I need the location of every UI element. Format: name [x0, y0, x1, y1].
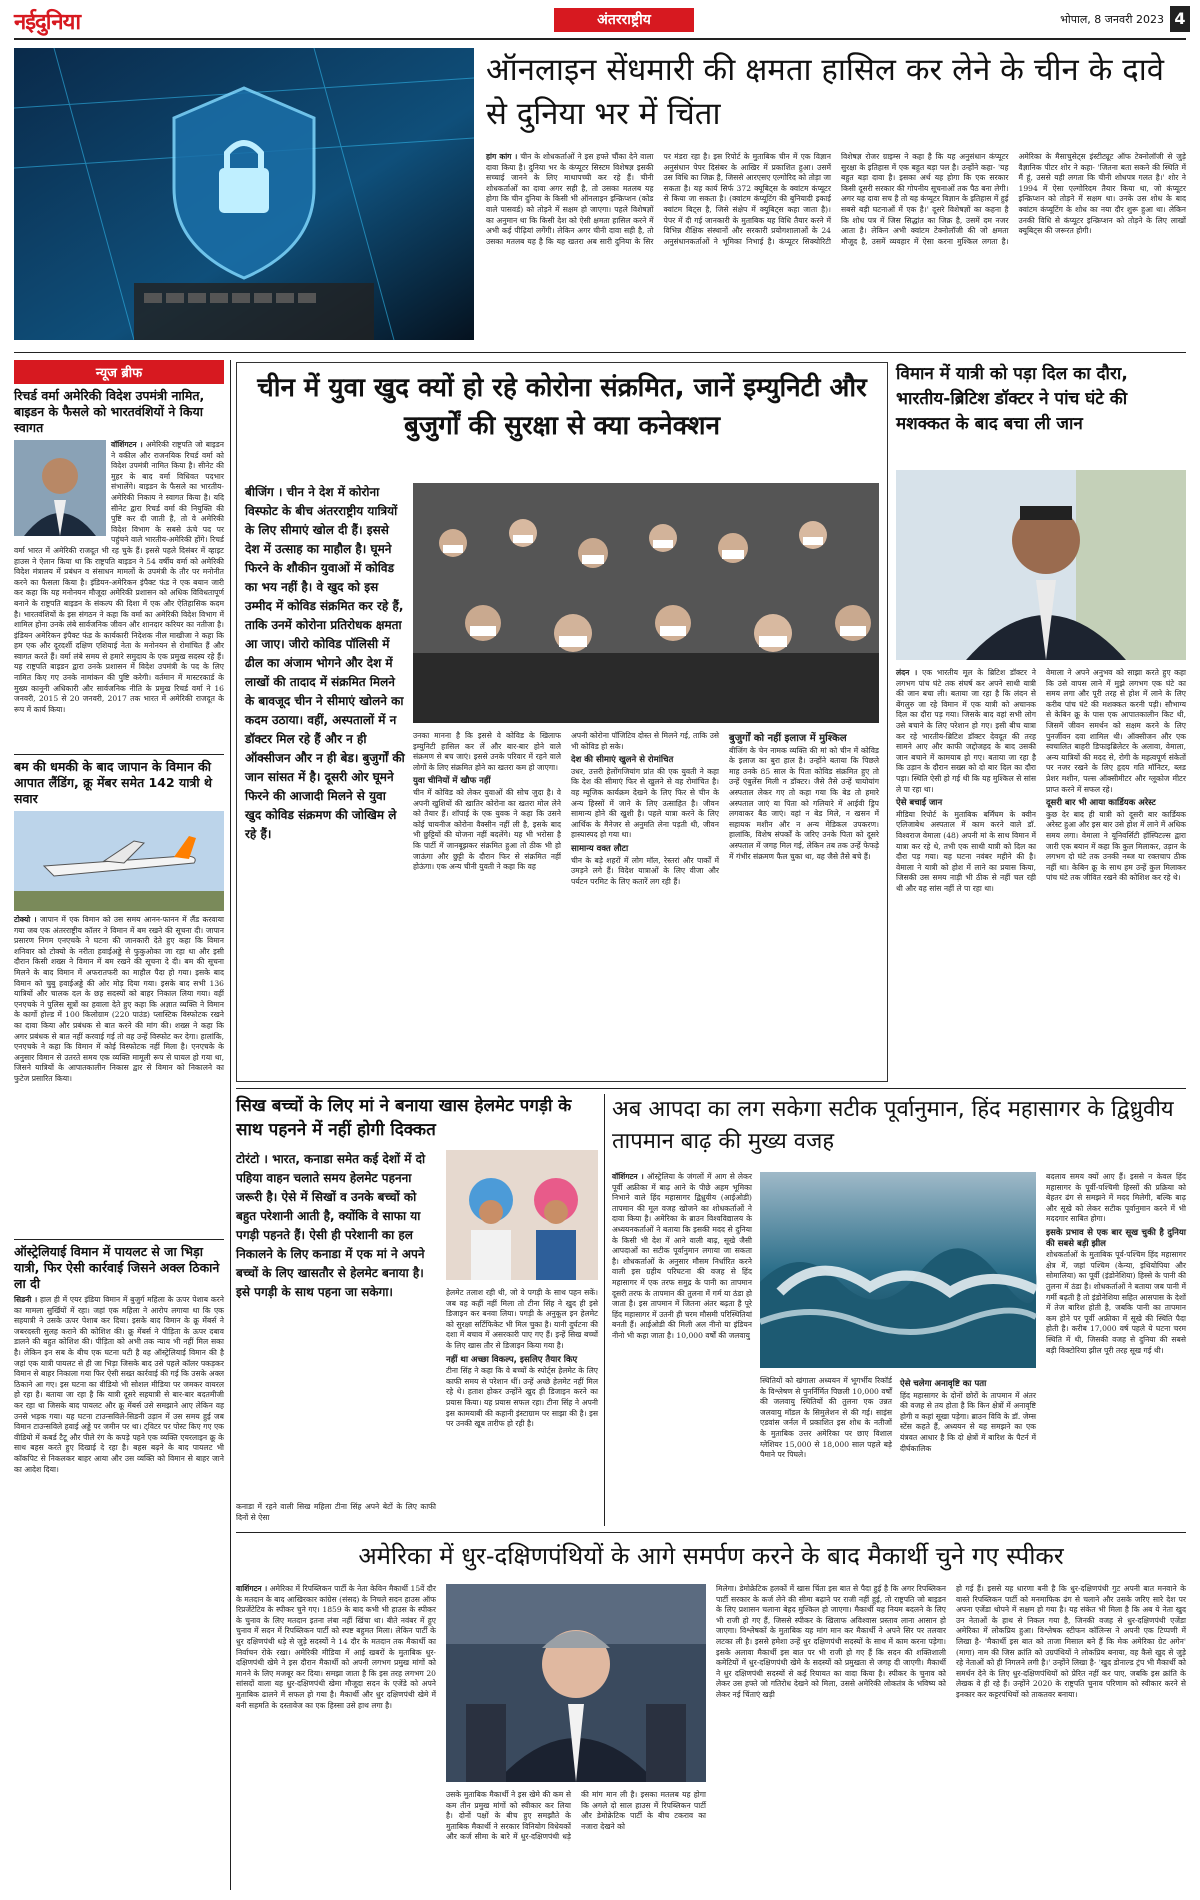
- page-number: 4: [1170, 6, 1190, 32]
- brief-divider-1: [14, 754, 224, 755]
- story3-col2-text: वेमाला ने अपने अनुभव को साझा करते हुए कहा कि उसे वापस लाने में मुझे लगभग एक घंटे का समय लगा और पूरी तरह से होश में लाने के लिए करीब पांच घंटे की मशक्कत करनी पड़ी। सौभाग्य से केबिन क्रू के पास एक आपातकालीन किट थी, जिसमें जीवन समर्थन को सक्षम करने के लिए पुनर्जीवन दवा शामिल थी। ऑक्सीजन और एक स्वचालित बाहरी डिफाइब्रिलेटर के अलावा, वेमाला, अन्य यात्रियों की मदद से, रोगी के महत्वपूर्ण संकेतों पर नजर रखने के लिए हृदय गति मॉनिटर, ब्लड प्रेशर मशीन, पल्स ऑक्सीमीटर और ग्लूकोज मीटर प्राप्त करने में सफल रहे।: [1046, 668, 1186, 794]
- story1-headline: ऑनलाइन सेंधमारी की क्षमता हासिल कर लेने के चीन के दावे से दुनिया भर में चिंता: [486, 52, 1164, 132]
- brief3-text: हाल ही में एयर इंडिया विमान में बुजुर्ग महिला के ऊपर पेशाब करने का मामला सुर्खियों में रहा। जहां एक महिला ने आरोप लगाया था कि एक सहयात्री ने उसके ऊपर पेशाब कर दिया। इसके बाद विमान के क्रू मेंबर्स ने जबरदस्ती सुलह कराने की कोशिश की। क्रू मेंबर्स ने पीड़िता के ऊपर दबाव डालने की बहुत कोशिश की। पीड़िता को अभी तक न्याय भी नहीं मिल सका है। लेकिन इन सब के बीच एक घटना घटी है वह ऑस्ट्रेलियाई विमान की है जहां एक यात्री पायलट से ही जा भिड़ा जिसके बाद उसे पहले कॉलर पकड़कर विमान से बाहर निकाला गया फिर ऐसी सख्त कार्रवाई की गई कि उसके अक्ल ठिकाने आ गए। इस घटना का वीडियो भी सोशल मीडिया पर जमकर वायरल हो रहा है। बताया जा रहा है कि यात्री दूसरे सहयात्री से बार-बार बदतमीजी कर रहा था जिसके बाद पायलट और क्रू मेंबर्स उसे समझाने आए लेकिन वह उनसे भड़क गया। यह घटना टाउन्सविले-सिडनी उड़ान में उस समय हुई जब विमान टाउन्सविले हवाई अड्डे पर जमीन पर था। ट्विटर पर पोस्ट किए गए एक वीडियो में कबर्ड टैटू और पीले रंग के कपड़े पहने एक व्यक्ति एयरलाइन क्रू के साथ बहस करते हुए दिखाई दे रहा है। बहस बढ़ने के बाद पायलट भी कॉकपिट से निकलकर बाहर आया और उस व्यक्ति को विमान से बाहर जाने का आदेश दिया।: [14, 1295, 224, 1474]
- divider-1: [14, 352, 1186, 353]
- brief3-body: [14, 1295, 224, 1715]
- story1-body: [486, 152, 1186, 340]
- masked-crowd-photo: [413, 483, 879, 723]
- story4-blurb: [236, 1150, 436, 1500]
- story2-blurb: [245, 483, 405, 1073]
- edition-date: भोपाल, 8 जनवरी 2023: [1060, 13, 1164, 26]
- story5-col4-subhead: इसके प्रभाव से एक बार सूख चुकी है दुनिया की सबसे बड़ी झील: [1046, 1227, 1186, 1249]
- story2-col3-text: बीजिंग के चेन नामक व्यक्ति की मां को चीन में कोविड के इलाज का बुरा हाल है। उन्होंने बताया कि पिछले माह उनके 85 साल के पिता कोविड संक्रमित हुए तो उन्हें एंबुलेंस मिली न डॉक्टर। जैसे तैसे उन्हें चायोयांग अस्पताल लेकर गए तो कहा गया कि बेड तो हमारे अस्पताल जाएं या पिता को गलियारे में आईवी ड्रिप लगवाकर बैठ जाएं। वहां न बेड मिले, न खसन में सहायक मशीन और न अन्य मेडिकल उपकरण। हालांकि, विशेष संपर्कों के जरिए उनके पिता को दूसरे अस्पताल में जगह मिल गई, लेकिन तब तक उन्हें फेफड़े में गंभीर संक्रमण फैल चुका था, वह जैसे तैसे बचे हैं।: [729, 745, 879, 861]
- story3-col1-text2: मीडिया रिपोर्ट के मुताबिक बर्मिंघम के क्वीन एलिजाबेथ अस्पताल में काम करने वाले डॉ. विश्वराज वेमाला (48) अपनी मां के साथ विमान में यात्रा कर रहे थे, तभी एक साथी यात्री को दिल का दौरा पड़ गया। यह घटना नवंबर महीने की है। वेमाला ने यात्री को होश में लाने का प्रयास किया, जिसकी उस समय नाड़ी भी ठीक से नहीं चल रही थी और वह सांस नहीं ले पा रहा था।: [896, 809, 1036, 893]
- brief2-headline: बम की धमकी के बाद जापान के विमान की आपात लैंडिंग, क्रू मेंबर समेत 142 यात्री थे सवार: [14, 759, 212, 806]
- story1-dateline: हांग कांग ।: [486, 152, 518, 161]
- news-brief-column: [14, 360, 224, 1890]
- divider-vertical-2: [604, 1094, 605, 1526]
- brief-divider-2: [14, 1239, 224, 1240]
- mccarthy-photo: [446, 1584, 706, 1782]
- story3-col2-subhead: दूसरी बार भी आया कार्डियक अरेस्ट: [1046, 798, 1156, 809]
- story4-blurb-text: भारत, कनाडा समेत कई देशों में दो पहिया वाहन चलाते समय हेलमेट पहनना जरूरी है। ऐसे में सिखों व उनके बच्चों को बहुत परेशानी आती है, क्योंकि वे साफा या पगड़ी पहनते हैं। ऐसी ही परेशानी का हल निकालने के लिए कनाडा में एक मां ने अपने बच्चों के लिए खासतौर से हेलमेट बनाया है। इसे पगड़ी के साथ पहना जा सकेगा।: [236, 1152, 426, 1299]
- divider-3: [236, 1532, 1186, 1533]
- story5-col3-subhead: ऐसे चलेगा अनावृष्टि का पता: [900, 1379, 987, 1389]
- story1-text: चीन के शोधकर्ताओं ने इस हफ्ते चौंका देने वाला दावा किया है। दुनिया भर के कंप्यूटर सिस्टम विशेषज्ञ इसकी सच्चाई जानने के लिए माथापच्ची कर रहे हैं। चीनी शोधकर्ताओं का दावा अगर सही है, तो उसका मतलब यह होगा कि चीन दुनिया के किसी भी ऑनलाइन इन्क्रिप्शन (कोड वाले पासवर्ड) को तोड़ने में सक्षम हो जाएगा। पहले विशेषज्ञों का अनुमान था कि किसी देश को ऐसी क्षमता हासिल करने में अभी कई पीढ़ियां लगेंगी। लेकिन अगर चीनी दावा सही है, तो उसका मतलब यह है कि यह खतरा अब सारी दुनिया के सिर पर मंडरा रहा है। इस रिपोर्ट के मुताबिक चीन में एक विज्ञान अनुसंधान पेपर दिसंबर के आखिर में प्रकाशित हुआ। उसमें उस विधि का जिक्र है, जिससे आरएसए एल्गोरिद को तोड़ा जा सकता है। यह कार्य सिर्फ 372 क्यूबिट्स के क्वांटम कंप्यूटर से किया जा सकता है। (क्वांटम कंप्यूटिंग की बुनियादी इकाई क्वांटम बिट्स है, जिसे संक्षेप में क्यूबिट्स कहा जाता है)। पेपर में दी गई जानकारी के मुताबिक यह विधि तैयार करने में विभिन्न शैक्षिक संस्थानों और सरकारी प्रयोगशालाओं के 24 अनुसंधानकर्ताओं ने भूमिका निभाई है। कंप्यूटर सिक्योरिटी विशेषज्ञ रोजर ग्राइम्स ने कहा है कि यह अनुसंधान कंप्यूटर सुरक्षा के इतिहास में एक बहुत बड़ा पल है। उन्होंने कहा- 'यह बहुत बड़ा दावा है। इसका अर्थ यह होगा कि एक सरकार किसी दूसरी सरकार की गोपनीय सूचनाओं तक पैठ बना लेगी। अगर यह दावा सच है तो यह कंप्यूटर विज्ञान के इतिहास में हुई सबसे बड़ी घटनाओं में एक है।' दूसरे विशेषज्ञों का कहना है कि शोध पत्र में जिस सिद्धांत का जिक्र है, उसमें दम नजर आता है। लेकिन अभी क्वांटम टेक्नोलॉजी की जो क्षमता मौजूद है, उसमें व्यवहार में ऐसा करना मुश्किल लगता है। अमेरिका के मैसाचुसेट्स इंस्टीट्यूट ऑफ टेक्नोलॉजी से जुड़े वैज्ञानिक पीटर शोर ने कहा- 'जितना बता सकने की स्थिति में मैं हूं, उससे यही लगता कि चीनी शोधपत्र गलत है।' शोर ने 1994 में ऐसा एल्गोरिदम तैयार किया था, जो कंप्यूटर इन्क्रिप्शन को तोड़ने में सक्षम था। उनके उस शोध के बाद क्वांटम कंप्यूटिंग के शोध का नया दौर शुरू हुआ था। लेकिन उनकी विधि से कंप्यूटर इन्क्रिप्शन को तोड़ने के लिए लाखों क्यूबिट्स की जरूरत होगी।: [486, 152, 1186, 246]
- story2-col1: [413, 731, 561, 1071]
- story5-col1: [612, 1172, 752, 1526]
- story6-col3: मिलेगा। डेमोक्रेटिक हलकों में खास चिंता इस बात से पैदा हुई है कि अगर रिपब्लिकन पार्टी सरकार के कर्ज लेने की सीमा बढ़ाने पर राजी नहीं हुई, तो राष्ट्रपति जो बाइडन के लिए प्रशासन चलाना बेहद मुश्किल हो जाएगा। मैकार्थी यह नियम बदलने के लिए भी राजी हो गए हैं, जिससे स्पीकर के खिलाफ अविश्वास प्रस्ताव लाना आसान हो जाएगा। विश्लेषकों के मुताबिक यह मांग मान कर मैकार्थी ने अपने सिर पर तलवार लटका ली है। इससे हमेशा उन्हें धुर दक्षिणपंथी सदस्यों के साथ में काम करना पड़ेगा। इसके अलावा मैकार्थी इस बात पर भी राजी हो गए हैं कि सदन की शक्तिशाली कमेटियों में धुर-दक्षिणपंथी खेमे के सदस्यों को प्रमुखता से जगह दी जाएगी। मैकार्थी ने धुर दक्षिणपंथी सदस्यों से कई रियायत का वादा किया है। स्पीकर के चुनाव को लेकर उस हफ्ते जो गतिरोध देखने को मिला, उससे अमेरिकी लोकतंत्र के भविष्य को लेकर नई चिंताएं खड़ी: [716, 1584, 946, 1699]
- story3-dateline: लंदन ।: [896, 668, 918, 677]
- story5-col3: [900, 1376, 1036, 1526]
- story4-col-text2: टीना सिंह ने कहा कि वे बच्चों के स्पोर्ट्स हेलमेट के लिए काफी समय से परेशान थीं। उन्हें अच्छे हेलमेट नहीं मिल रहे थे। हताश होकर उन्होंने खुद ही डिजाइन करने का प्रयास किया। यह प्रयास सफल रहा। टीना सिंह ने अपनी इस कामयाबी की कहानी इंस्टाग्राम पर साझा की है। इस पर उनकी खूब तारीफ हो रही है।: [446, 1366, 598, 1429]
- story4-headline: सिख बच्चों के लिए मां ने बनाया खास हेलमेट पगड़ी के साथ पहनने में नहीं होगी दिक्कत: [236, 1096, 572, 1140]
- ocean-waves-photo: [760, 1172, 1036, 1368]
- story3-col1-subhead: ऐसे बचाई जान: [896, 798, 943, 809]
- story2-col2-subhead: देश की सीमाएं खुलने से रोमांचित: [571, 755, 674, 766]
- story6-col4: हो गई हैं। इससे यह धारणा बनी है कि धुर-दक्षिणपंथी गुट अपनी बात मनवाने के वास्ते रिपब्लिकन पार्टी को मनमाफिक ढंग से चलाने और उसके जरिए सारे देश पर अपना एजेंडा थोपने में सक्षम हो गया है। यह संकेत भी मिला है कि अब ये नेता खुद उन नेताओं के हाथ से निकल गया है, जिनकी वजह से धुर-दक्षिणपंथी एजेंडा अमेरिका में लोकप्रिय हुआ। विश्लेषक स्टीफन कॉलिन्स ने अपनी एक टिप्पणी में लिखा है- 'मैकार्थी इस बात को ताजा मिसाल बने हैं कि मेक अमेरिका ग्रेट अगेन' (मागा) नाम की जिस क्रांति को उग्रपंथियों ने लोकप्रिय बनाया, वह कैसे खुद से जुड़े रहे नेताओं को ही निगलने लगी है।' उन्होंने लिखा है- 'खुद डोनाल्ड ट्रंप भी मैकार्थी को समर्थन देने के लिए धुर-दक्षिणपंथियों को प्रेरित नहीं कर पाए, जबकि इस क्रांति के लेखक वे ही रहे हैं। उन्होंने 2020 के राष्ट्रपति चुनाव परिणाम को स्वीकार करने से इनकार कर कट्टरपंथियों को ताकतवर बनाया।: [956, 1584, 1186, 1699]
- story2-col2-text: अपनी कोरोना पॉजिटिव दोस्त से मिलने गई, ताकि उसे भी कोविड हो सके।: [571, 731, 719, 751]
- story2-dateline: बीजिंग ।: [245, 485, 283, 499]
- story2-col2-text2: उधर, उत्तरी हेलोंगजियांग प्रांत की एक युवती ने कहा कि देश की सीमाएं फिर से खुलने से वह रोमांचित है। वह म्यूजिक कार्यक्रम देखने के लिए फिर से चीन के अन्य हिस्सों में जाने के लिए उत्साहित है। जीवन सामान्य होने की खुशी है। पहले यात्रा करने के लिए आर्थिक के मैनेजर से अनुमति लेना पड़ती थी, जीवन हास्यास्पद हो गया था।: [571, 766, 719, 840]
- doctor-photo: [896, 470, 1186, 660]
- cyber-lock-photo: [14, 48, 474, 340]
- story2-col3-subhead: बुजुर्गों को नहीं इलाज में मुश्किल: [729, 733, 847, 744]
- story6-headline: अमेरिका में धुर-दक्षिणपंथियों के आगे समर्पण करने के बाद मैकार्थी चुने गए स्पीकर: [358, 1542, 1064, 1570]
- story2-col2: [571, 731, 719, 1071]
- story5-col3-text: हिंद महासागर के दोनों छोरों के तापमान में अंतर की वजह से तय होता है कि किन क्षेत्रों में अनावृष्टि होगी व कहां सूखा पड़ेगा। ब्राउन विवि के डॉ. जेम्स स्टेंस कहते हैं, अध्ययन से यह समझने का एक यंत्रवत आधार है कि दो क्षेत्रों में बारिश के पैटर्न में दीर्घकालिक: [900, 1390, 1036, 1453]
- story3-col1-text: एक भारतीय मूल के ब्रिटिश डॉक्टर ने लगभग पांच घंटे तक संघर्ष कर अपने साथी यात्री की जान बचा ली। बताया जा रहा है कि लंदन से बेंगलुरु जा रहे विमान में एक यात्री को अचानक दिल का दौरा पड़ गया। जिसके बाद वहां सभी लोग उसे बचाने के लिए परेशान हो गए। इसी बीच यात्रा कर रहे भारतीय-ब्रिटिश डॉक्टर देवदूत की तरह सामने आए और काफी जद्दोजहद के बाद उसकी जान बचाने में कामयाब हो गए। बताया जा रहा है कि उड़ान के दौरान सख्स को दो बार दिल का दौरा पड़ा। स्थिति ऐसी हो गई थी कि यह मुश्किल से सांस ले पा रहा था।: [896, 668, 1036, 794]
- story5-headline: अब आपदा का लग सकेगा सटीक पूर्वानुमान, हिंद महासागर के द्विध्रुवीय तापमान बाढ़ की मुख्य वजह: [612, 1097, 1174, 1154]
- story5-col4-text2: शोधकर्ताओं के मुताबिक पूर्व-पश्चिम हिंद महासागर क्षेत्र में, जहां पश्चिम (केन्या, इथियोपिया और सोमालिया) का पूर्वी (इंडोनेशिया) हिस्से के पानी की तुलना में ठंडा है। शोधकर्ताओं ने बताया जब पानी में गर्मी बढ़ती है तो इंडोनेशिया सहित आसपास के देशों में तेज बारिश होती है, जबकि पानी का तापमान कम होने पर पूर्वी अफ्रीका में सूखे की स्थिति पैदा होती है। करीब 17,000 वर्ष पहले ये घटना चरम स्थिति में थी, जिसकी वजह से दुनिया की सबसे बड़ी विक्टोरिया झील पूरी तरह सूख गई थी।: [1046, 1250, 1186, 1355]
- story6-col1: [236, 1584, 436, 1890]
- brief2-text: जापान में एक विमान को उस समय आनन-फानन में लैंड करवाया गया जब एक अंतरराष्ट्रीय कॉलर ने विमान में बम रखने की सूचना दी। जापान प्रसारण निगम एनएचके ने घटना की जानकारी देते हुए कहा कि विमान शनिवार को टोक्यो के नरीता हवाईअड्डे से फुकुओका जा रहा था और इसी दौरान किसी शख्स ने विमान में बम रखने की सूचना दे दी। बम की सूचना मिलने के बाद विमान में अफरातफरी का माहौल पैदा हो गया। इसके बाद विमान को चुबु हवाईअड्डे की ओर मोड़ दिया गया। इसके बाद सभी 136 यात्रियों और चालक दल के छह सदस्यों को बाहर निकाल लिया गया। वहीं एनएचके ने पुलिस सूत्रों का हवाला देते हुए कहा कि अज्ञात व्यक्ति ने विमान के कार्गो होल्ड में 100 किलोग्राम (220 पाउंड) प्लास्टिक विस्फोटक रखने का दावा किया और प्रबंधक से बात करने की मांग की। शख्स ने कहा कि अगर प्रबंधक से बात नहीं करवाई गई तो वह उन्हें विस्फोट कर देगा। हालांकि, एनएचके ने कहा कि विमान में कोई विस्फोटक नहीं मिला है। एनएचके के अनुसार विमान से उतरते समय एक व्यक्ति मामूली रूप से घायल हो गया था, जिसने यात्रियों के आपातकालीन निकास द्वार से विमान को निकालने का फुटेज प्रसारित किया।: [14, 915, 224, 1083]
- story5-col4: [1046, 1172, 1186, 1526]
- story2-col2-text3: चीन के बड़े शहरों में लोग मॉल, रेस्तरां और पार्कों में उमड़ने लगे हैं। विदेश यात्राओं के लिए वीजा और पर्यटन परमिट के लिए कतारें लग रही हैं।: [571, 855, 719, 886]
- header-divider: [14, 38, 1186, 40]
- divider-brief-vertical: [230, 360, 231, 1890]
- masthead: [14, 6, 1186, 36]
- story4-col-subhead: नहीं था अच्छा विकल्प, इसलिए तैयार किए: [446, 1354, 578, 1365]
- story3-col2-text2: कुछ देर बाद ही यात्री को दूसरी बार कार्डियक अरेस्ट हुआ और इस बार उसे होश में लाने में अधिक समय लगा। वेमाला ने यूनिवर्सिटी हॉस्पिटल्स द्वारा जारी एक बयान में कहा कि कुल मिलाकर, उड़ान के लगभग दो घंटे तक उनकी नब्ज या रक्तचाप ठीक नहीं था। केबिन क्रू के साथ हम उन्हें कुल मिलाकर पांच घंटे तक जीवित रखने की कोशिश कर रहे थे।: [1046, 809, 1186, 883]
- story2-headline: चीन में युवा खुद क्यों हो रहे कोरोना संक्रमित, जानें इम्युनिटी और बुजुर्गों की सुरक्षा से क्या कनेक्शन: [257, 373, 867, 441]
- section-label: अंतरराष्ट्रीय: [554, 8, 694, 32]
- story5-dateline: वॉशिंगटन ।: [612, 1172, 644, 1181]
- story4-small-text: कनाडा में रहने वाली सिख महिला टीना सिंह अपने बेटों के लिए काफी दिनों से ऐसा: [236, 1502, 436, 1522]
- story2-box: [236, 362, 888, 1082]
- story4-col-text: हेलमेट तलाश रही थी, जो वे पगड़ी के साथ पहन सकें। जब वह कहीं नहीं मिला तो टीना सिंह ने खुद ही इसे डिजाइन कर बनवा लिया। पगड़ी के अनुकूल इन हेलमेट को सुरक्षा सर्टिफिकेट भी मिल चुका है। यानी दुर्घटना की दशा में बचाव में असरकारी पाए गए हैं। इन्हें सिख बच्चों के लिए खास तौर से डिजाइन किया गया है।: [446, 1288, 598, 1350]
- story6-col1-text: अमेरिका में रिपब्लिकन पार्टी के नेता केविन मैकार्थी 15वें दौर के मतदान के बाद आखिरकार कांग्रेस (संसद) के निचले सदन हाउस ऑफ रिप्रजेंटेटिव के स्पीकर चुने गए। 1859 के बाद कभी भी हाउस के स्पीकर के चुनाव के लिए मतदान इतना लंबा नहीं खिंचा था। बीते नवंबर में हुए चुनाव में सदन में रिपब्लिकन पार्टी को स्पष्ट बहुमत मिला। लेकिन पार्टी के धुर दक्षिणपंथी धड़े से जुड़े सदस्यों ने 14 दौर के मतदान तक मैकार्थी का निर्वाचन रोके रखा। अमेरिकी मीडिया में आई खबरों के मुताबिक धुर-दक्षिणपंथी खेमे ने इस दौरान मैकार्थी को अपनी लगभग प्रमुख मांगों को मानने के लिए मजबूर कर दिया। समझा जाता है कि इस तरह लगभग 20 सांसदों वाला यह धुर-दक्षिणपंथी खेमा मौजूदा सदन के एजेंडे को अपने मुताबिक ढालने में सफल हो गया है। मैकार्थी और धुर दक्षिणपंथी खेमे में बनी सहमति के दस्तावेज का एक हिस्सा उसे हाथ लगा है।: [236, 1584, 436, 1710]
- divider-2: [236, 1088, 1186, 1089]
- story5-col1-text: ऑस्ट्रेलिया के जंगलों में आग से लेकर पूर्वी अफ्रीका में बाढ़ आने के पीछे अहम भूमिका निभाने वाले हिंद महासागर द्विध्रुवीय (आईओडी) तापमान की मूल वजह खोजने का शोधकर्ताओं ने दावा किया है। अमेरिका के ब्राउन विश्वविद्यालय के अध्ययनकर्ताओं ने बताया कि इसकी मदद से दुनिया के किसी भी देश में आने वाली बाढ़, सूखे जैसी आपदाओं का सटीक पूर्वानुमान लगाया जा सकता है। शोधकर्ताओं के अनुसार मौसम निर्धारित करने वाली इस ग्रहीय परिघटना की वजह से हिंद महासागर में एक तरफ समुद्र के पानी का तापमान दूसरी तरफ के तापमान की तुलना में गर्म या ठंडा हो जाता है। इस तापमान में जितना अंतर बढ़ता है पूरे हिंद महासागर में उतनी ही चरम मौसमी परिस्थितियां बनती हैं। आईओडी की मिली अल नीनो या इंडियन नीनो भी कहा जाता है। 10,000 वर्षों की जलवायु: [612, 1172, 752, 1340]
- richard-verma-photo: [14, 440, 106, 536]
- story2-col1-text2: चीन में कोविड को लेकर युवाओं की सोच जुदा है। वे अपनी खुशियों की खातिर कोरोना का खतरा मोल लेने को तैयार हैं। शॉपाई के एक युवक ने कहा कि उसने कोई चायनीज कोरोना वैक्सीन नहीं ली है, इसके बाद भी छुट्टियों की योजना नहीं बदलेंगे। यह भी भरोसा है कि पार्टी में जानबूझकर संक्रमित हुआ तो ठीक भी हो जाऊंगा और छुट्टी के दौरान फिर से संक्रमित नहीं होऊंगा। एक अन्य चीनी युवती ने कहा कि वह: [413, 787, 561, 872]
- story5-col4-text: बदलाव समय क्यों आए हैं। इससे न केवल हिंद महासागर के पूर्वी-पश्चिमी हिस्सों की प्रक्रिया को बेहतर ढंग से समझने में मदद मिलेगी, बल्कि बाढ़ और सूखे को लेकर सटीक पूर्वानुमान करने में भी मददगार साबित होगा।: [1046, 1172, 1186, 1224]
- story4-dateline: टोरंटो ।: [236, 1152, 268, 1166]
- jet-plane-photo: [14, 811, 224, 911]
- story3-headline: विमान में यात्री को पड़ा दिल का दौरा, भारतीय-ब्रिटिश डॉक्टर ने पांच घंटे की मशक्कत के बाद बचा ली जान: [896, 364, 1128, 434]
- news-brief-heading: न्यूज ब्रीफ: [14, 360, 224, 384]
- story2-col2-subhead2: सामान्य वक्त लौटा: [571, 843, 629, 854]
- brief3-headline: ऑस्ट्रेलियाई विमान में पायलट से जा भिड़ा यात्री, फिर ऐसी कार्रवाई जिसने अक्ल ठिकाने ला दी: [14, 1244, 220, 1291]
- story2-blurb-text: चीन ने देश में कोरोना विस्फोट के बीच अंतरराष्ट्रीय यात्रियों के लिए सीमाएं खोल दी हैं। इससे देश में उत्साह का माहौल है। घूमने फिरने के शौकीन युवाओं में कोविड का भय नहीं है। वे खुद को इस उम्मीद में कोविड संक्रमित कर रहे हैं, ताकि उनमें कोरोना प्रतिरोधक क्षमता आ जाए। जीरो कोविड पॉलिसी में ढील का अंजाम भोगने और देश में लाखों की तादाद में संक्रमित मिलने के बावजूद चीन ने सीमाएं खोलने का कदम उठाया। वहीं, अस्पतालों में न डॉक्टर मिल रहे हैं और न ही ऑक्सीजन और न ही बेड। बुजुर्गों की जान सांसत में है। दूसरी ओर घूमने फिरने की आजादी मिलने से युवा खुद कोविड संक्रमण की जोखिम ले रहे हैं।: [245, 485, 405, 841]
- story4-col: [446, 1288, 598, 1526]
- brief1-dateline: वॉशिंगटन ।: [111, 440, 143, 449]
- story2-col3: [729, 731, 879, 1071]
- story2-col1-text: उनका मानना है कि इससे वे कोविड के खिलाफ इम्युनिटी हासिल कर लें और बार-बार होने वाले संक्रमण से बच जाएं। इससे उनके परिवार में रहने वाले लोगों के लिए संक्रमित होने का खतरा कम हो जाएगा।: [413, 731, 561, 772]
- story3-col1: [896, 668, 1036, 1080]
- brief2-dateline: टोक्यो ।: [14, 915, 37, 924]
- newspaper-logo: [14, 6, 174, 34]
- brief3-dateline: सिडनी ।: [14, 1295, 38, 1304]
- story5-col2: स्थितियों को खंगाला अध्ययन में भूगर्भीय रिकॉर्ड के विश्लेषण से पुनर्निर्मित पिछली 10,000 वर्षों की जलवायु स्थितियों की तुलना एक उन्नत जलवायु मॉडल के सिमुलेशन से की गई। साइंस एडवांस जर्नल में प्रकाशित इस शोध के नतीजों के मुताबिक उत्तर अमेरिका पर छाए विशाल ग्लेशियर 15,000 से 18,000 साल पहले बड़े पैमाने पर पिघले।: [760, 1376, 892, 1460]
- brief1-text: अमेरिकी राष्ट्रपति जो बाइडन ने वकील और राजनयिक रिचर्ड वर्मा को विदेश उपमंत्री नामित किया है। सीनेट की मुहर के बाद वर्मा विधिवत पदभार संभालेंगे। बाइडन के फैसले का भारतीय-अमेरिकी निकाय ने स्वागत किया है। यदि सीनेट द्वारा रिचर्ड वर्मा की नियुक्ति की पुष्टि कर दी जाती है, तो वे अमेरिकी विदेश विभाग के सबसे ऊंचे पद पर पहुंचने वाले भारतीय-अमेरिकी होंगे। रिचर्ड वर्मा भारत में अमेरिकी राजदूत भी रह चुके हैं। इससे पहले दिसंबर में व्हाइट हाउस ने ऐलान किया था कि राष्ट्रपति बाइडन ने 54 वर्षीय वर्मा को अमेरिकी विदेश मंत्रालय में प्रबंधन व संसाधन मामलों के उपमंत्री के तौर पर मनोनीत करने का फैसला किया है। इंडियन-अमेरिकन इंपैक्ट फंड ने एक बयान जारी कर कहा कि यह मनोनयन मौजूदा अमेरिकी प्रशासन को अधिक विविधतापूर्ण बनाने के राष्ट्रपति बाइडन के संकल्प की दिशा में एक और ऐतिहासिक कदम है। भारतवंशियों के इस संगठन ने कहा कि वर्मा का अमेरिकी विदेश विभाग में शामिल होना उनके लंबे सार्वजनिक जीवन और शानदार करियर का नतीजा है। इंडियन अमेरिकन इंपैक्ट फंड के कार्यकारी निदेशक नील माखीजा ने कहा कि हम एक और दूरदर्शी दक्षिण एशियाई नेता के मनोनयन से रोमांचित हैं और स्वागत करते हैं। वर्मा लंबे समय से हमारे समुदाय के एक प्रमुख सदस्य रहे हैं। यह राष्ट्रपति बाइडन द्वारा उनके प्रशासन में विदेश उपमंत्री के पद के लिए नामित किए गए उनके नामांकन की पुष्टि करेगी। वर्तमान में मास्टरकार्ड के मुख्य कानूनी अधिकारी और सार्वजनिक नीति के प्रमुख रिचर्ड वर्मा ने 16 जनवरी, 2015 से 20 जनवरी, 2017 तक भारत में अमेरिकी राजदूत के रूप में कार्य किया।: [14, 440, 224, 714]
- brief1-headline: रिचर्ड वर्मा अमेरिकी विदेश उपमंत्री नामित, बाइडन के फैसले को भारतवंशियों ने किया स्वागत: [14, 388, 205, 435]
- story6-dateline: वाशिंगटन ।: [236, 1584, 268, 1593]
- logo-text: नईदुनिया: [14, 10, 81, 35]
- story6-col2: उसके मुताबिक मैकार्थी ने इस खेमे की कम से कम तीन प्रमुख मांगों को स्वीकार कर लिया है। दोनों पक्षों के बीच हुए समझौते के मुताबिक मैकार्थी ने सरकार विनियोग विधेयकों और कर्ज सीमा के बारे में धुर-दक्षिणपंथी धड़े की मांग मान ली है। इसका मतलब यह होगा कि अगले दो साल हाउस में रिपब्लिकन पार्टी और डेमोक्रेटिक पार्टी के बीच टकराव का नजारा देखने को: [446, 1790, 706, 1842]
- sikh-kids-helmet-photo: [446, 1150, 598, 1280]
- story3-col2: [1046, 668, 1186, 1080]
- story2-col1-subhead: युवा चीनियों में खौफ नहीं: [413, 776, 491, 787]
- brief2-body: [14, 915, 224, 1235]
